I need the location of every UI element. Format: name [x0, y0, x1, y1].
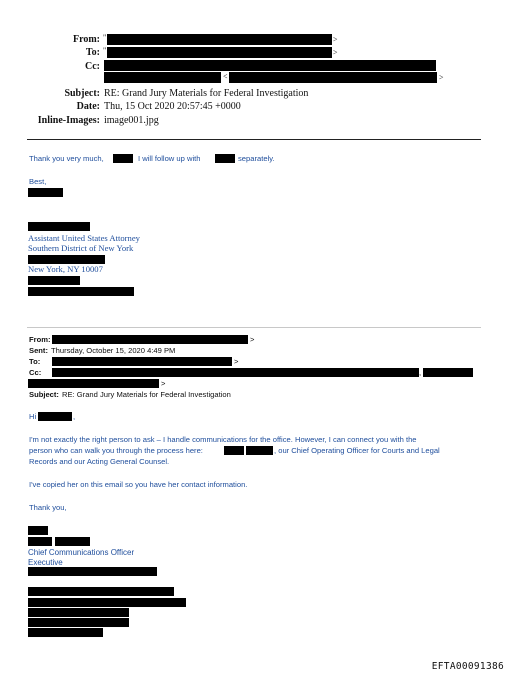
- gt-mark: >: [439, 73, 444, 82]
- thanks-text-b: I will follow up with: [138, 154, 201, 163]
- body-line-1: I'm not exactly the right person to ask – I handle communications for the office. However, I can connect you with the: [29, 435, 417, 444]
- redaction-fwd-from: [52, 335, 248, 344]
- thanks-text-a: Thank you very much,: [29, 154, 104, 163]
- body-line-2a: person who can walk you through the process here:: [29, 446, 203, 455]
- redaction-sig-address: [28, 255, 105, 264]
- redaction-sig2-line-4: [28, 618, 129, 627]
- fwd-to-label: To:: [29, 357, 41, 366]
- redaction-sig2-line-3: [28, 608, 129, 617]
- fwd-from-label: From:: [29, 335, 51, 344]
- sig2-dept: Executive: [28, 558, 63, 567]
- quote-mark: ": [103, 33, 107, 42]
- bates-number: EFTA00091386: [431, 661, 504, 672]
- redaction-from: [107, 34, 332, 45]
- subject-value: RE: Grand Jury Materials for Federal Investigation: [104, 88, 309, 99]
- redaction-cc-1: [104, 60, 436, 71]
- redaction-to: [107, 47, 332, 58]
- fwd-cc-label: Cc:: [29, 368, 42, 377]
- thanks-text-c: separately.: [238, 154, 275, 163]
- cc-label: Cc:: [85, 61, 100, 72]
- redaction-sig2-name-a: [28, 537, 52, 546]
- inline-images-label: Inline-Images:: [37, 115, 100, 126]
- quote-mark: ": [103, 46, 107, 55]
- gt-mark: >: [234, 357, 239, 366]
- from-label: From:: [72, 34, 100, 45]
- redaction-name: [215, 154, 235, 163]
- fwd-subject-label: Subject:: [29, 390, 59, 399]
- redaction-fwd-cc-2: [423, 368, 473, 377]
- gt-mark: >: [333, 35, 338, 44]
- best-text: Best,: [29, 177, 47, 186]
- lt-mark: <: [223, 72, 228, 81]
- date-label: Date:: [76, 101, 100, 112]
- hi-text: Hi: [29, 412, 37, 421]
- redaction-sig2-org: [28, 567, 157, 576]
- comma-mark: ,: [419, 368, 422, 377]
- sig-city: New York, NY 10007: [28, 264, 103, 274]
- to-label: To:: [85, 47, 100, 58]
- redaction-cc-2: [104, 72, 221, 83]
- redaction-sig2-line-5: [28, 628, 103, 637]
- redaction-sig2-line-1: [28, 587, 174, 596]
- redaction-sig2-first: [28, 526, 48, 535]
- fwd-subject-value: RE: Grand Jury Materials for Federal Investigation: [62, 390, 231, 399]
- body-line-2b: , our Chief Operating Officer for Courts and Legal: [274, 446, 440, 455]
- sig-office: Southern District of New York: [28, 243, 134, 253]
- redaction-fwd-cc-1: [52, 368, 422, 377]
- redaction-fwd-cc-3: [28, 379, 159, 388]
- gt-mark: >: [250, 335, 255, 344]
- redaction-sig2-line-2: [28, 598, 186, 607]
- inline-images-value: image001.jpg: [104, 115, 159, 126]
- redaction-sig-name: [28, 222, 90, 231]
- redaction-signer: [28, 188, 63, 197]
- redaction-recipient: [38, 412, 72, 421]
- gt-mark: >: [333, 48, 338, 57]
- forward-divider: [27, 327, 481, 328]
- comma-mark: ,: [73, 412, 76, 421]
- redaction-fwd-to: [52, 357, 232, 366]
- redaction-sig2-name-b: [55, 537, 90, 546]
- sig-title: Assistant United States Attorney: [28, 233, 140, 243]
- date-value: Thu, 15 Oct 2020 20:57:45 +0000: [104, 101, 241, 112]
- sig2-title: Chief Communications Officer: [28, 548, 135, 557]
- subject-label: Subject:: [64, 88, 100, 99]
- fwd-sent-value: Thursday, October 15, 2020 4:49 PM: [51, 346, 176, 355]
- gt-mark: >: [161, 379, 166, 388]
- redaction-name: [113, 154, 133, 163]
- body-line-4: I've copied her on this email so you have her contact information.: [29, 480, 248, 489]
- redaction-sig-email: [28, 287, 134, 296]
- redaction-cc-3: [229, 72, 437, 83]
- redaction-sig-phone: [28, 276, 80, 285]
- redaction-coo-first: [224, 446, 244, 455]
- redaction-coo-last: [246, 446, 273, 455]
- thanks-closing: Thank you,: [29, 503, 67, 512]
- header-divider: [27, 139, 481, 140]
- body-line-3: Records and our Acting General Counsel.: [29, 457, 170, 466]
- fwd-sent-label: Sent:: [29, 346, 48, 355]
